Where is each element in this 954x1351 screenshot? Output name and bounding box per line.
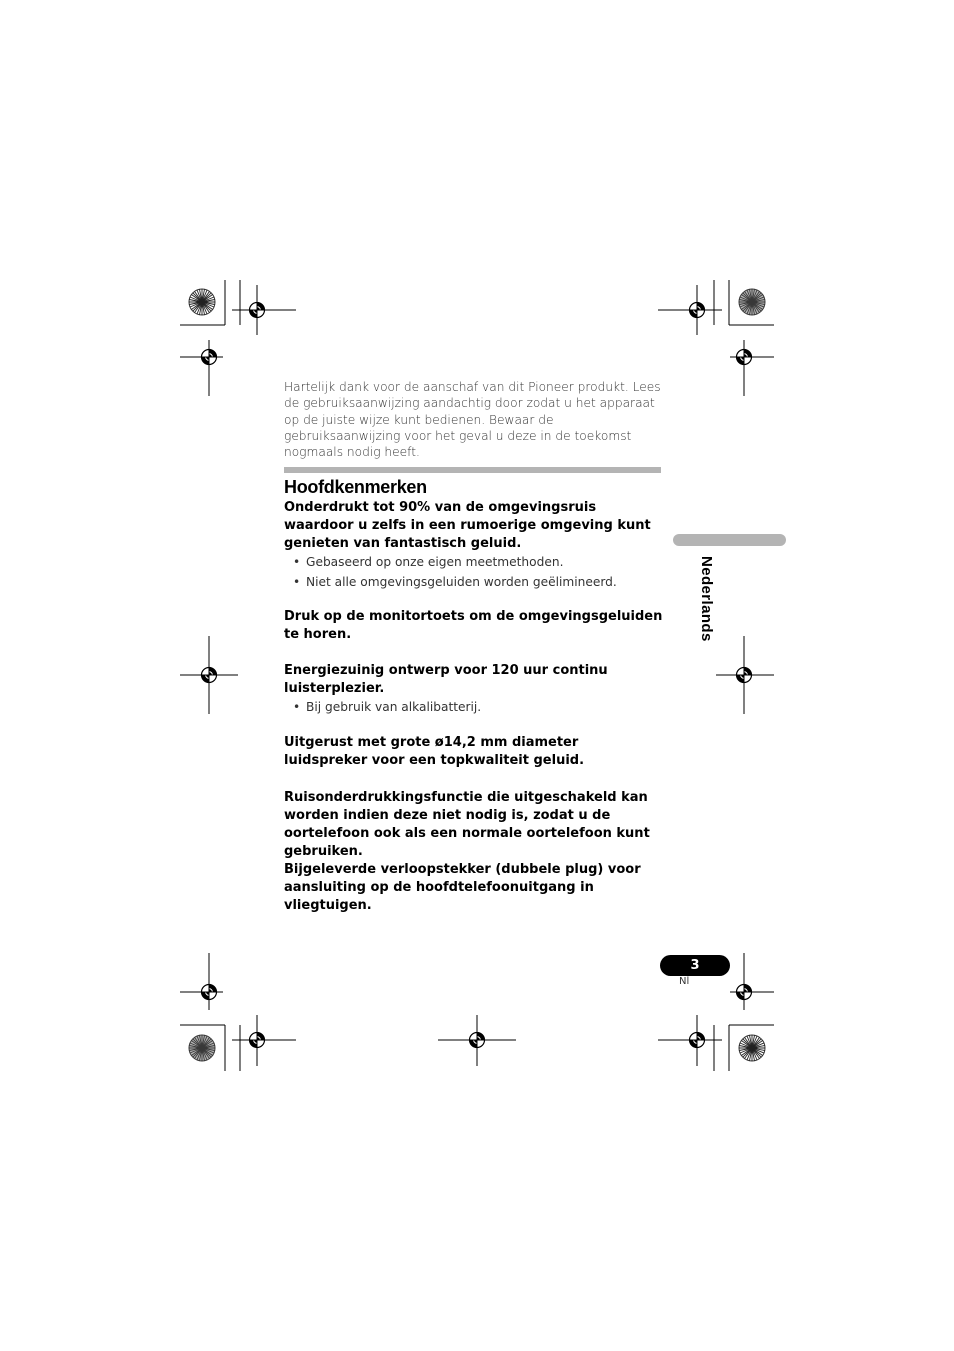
section-heading: Hoofdkenmerken xyxy=(284,477,427,497)
page-language-code: Nl xyxy=(679,976,690,987)
feature-item: Onderdrukt tot 90% van de omgevingsruis waardoor u zelfs in een rumoerige omgeving kunt genieten van fantastisch geluid. xyxy=(284,500,651,551)
feature-item: Bijgeleverde verloopstekker (dubbele plug) voor aansluiting op de hoofdtelefoonuitgang in vliegtuigen. xyxy=(284,862,641,913)
feature-item: Ruisonderdrukkingsfunctie die uitgeschakeld kan worden indien deze niet nodig is, zodat u de oortelefoon ook als een normale oortelefoon kunt gebruiken. xyxy=(284,790,650,859)
feature-item: Energiezuinig ontwerp voor 120 uur continu luisterplezier. xyxy=(284,663,608,696)
feature-note: • Niet alle omgevingsgeluiden worden geëlimineerd. xyxy=(293,574,663,590)
language-tab-label: Nederlands xyxy=(698,556,715,642)
language-tab-bar xyxy=(673,534,786,546)
feature-note: • Gebaseerd op onze eigen meetmethoden. xyxy=(293,554,663,570)
intro-paragraph: Hartelijk dank voor de aanschaf van dit Pioneer produkt. Lees de gebruiksaanwijzing aandachtig door zodat u het apparaat op de juiste wijze kunt bedienen. Bewaar de gebruiksaanwijzing voor het geval u deze in de toekomst nogmaals nodig heeft. xyxy=(284,380,661,460)
section-divider xyxy=(284,467,661,473)
feature-item: Uitgerust met grote ø14,2 mm diameter luidspreker voor een topkwaliteit geluid. xyxy=(284,735,585,768)
feature-note: • Bij gebruik van alkalibatterij. xyxy=(293,699,663,715)
feature-item: Druk op de monitortoets om de omgevingsgeluiden te horen. xyxy=(284,609,663,642)
page-number-badge: 3 xyxy=(660,955,730,976)
